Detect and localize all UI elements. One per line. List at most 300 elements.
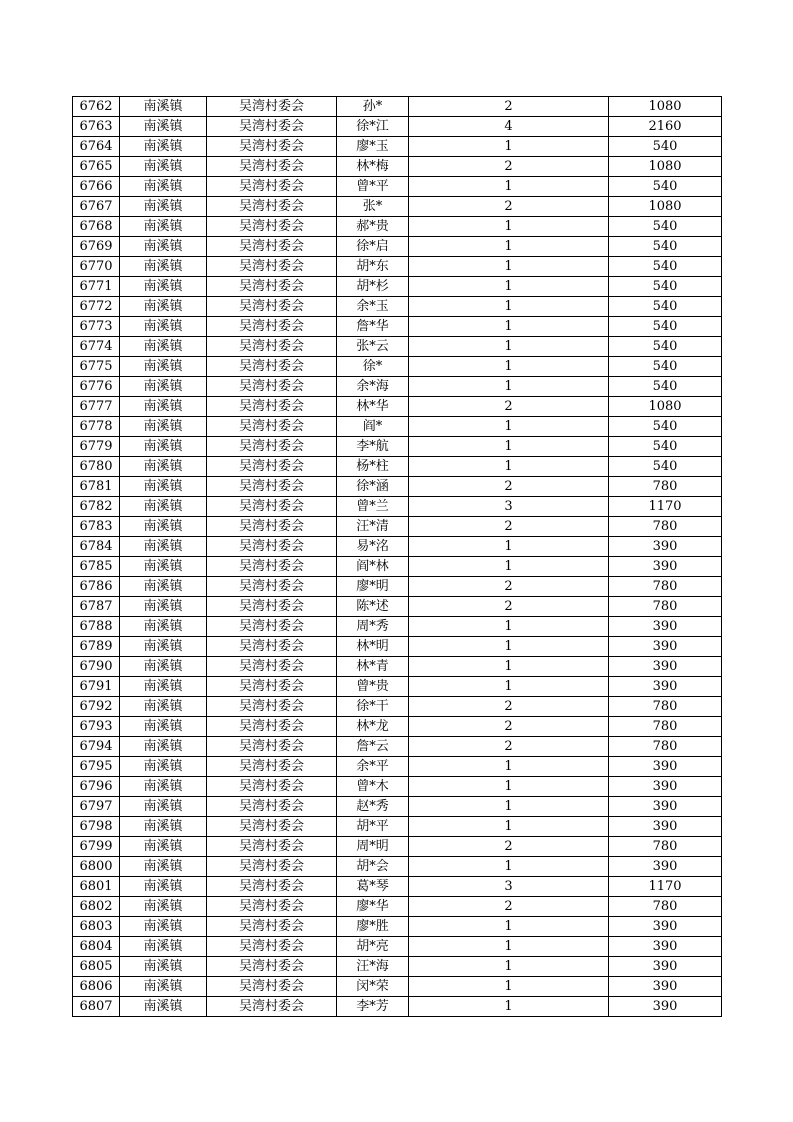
town-cell: 南溪镇 [120,97,207,117]
row-number-cell: 6798 [73,817,120,837]
table-row [73,697,722,717]
name-cell: 葛*琴 [337,877,409,897]
table-row [73,437,722,457]
row-number-cell: 6772 [73,297,120,317]
count-cell: 2 [409,397,609,417]
amount-cell: 390 [609,997,722,1017]
town-cell: 南溪镇 [120,237,207,257]
amount-cell: 780 [609,517,722,537]
town-cell: 南溪镇 [120,457,207,477]
count-cell: 1 [409,957,609,977]
table-row [73,297,722,317]
town-cell: 南溪镇 [120,617,207,637]
row-number-cell: 6796 [73,777,120,797]
row-number-cell: 6800 [73,857,120,877]
village-committee-cell: 吴湾村委会 [207,377,337,397]
town-cell: 南溪镇 [120,757,207,777]
name-cell: 廖*明 [337,577,409,597]
town-cell: 南溪镇 [120,797,207,817]
count-cell: 1 [409,537,609,557]
count-cell: 1 [409,857,609,877]
name-cell: 李*航 [337,437,409,457]
village-committee-cell: 吴湾村委会 [207,657,337,677]
amount-cell: 780 [609,697,722,717]
name-cell: 胡*东 [337,257,409,277]
count-cell: 1 [409,457,609,477]
village-committee-cell: 吴湾村委会 [207,157,337,177]
count-cell: 1 [409,377,609,397]
town-cell: 南溪镇 [120,397,207,417]
table-row [73,897,722,917]
count-cell: 1 [409,677,609,697]
village-committee-cell: 吴湾村委会 [207,257,337,277]
town-cell: 南溪镇 [120,877,207,897]
village-committee-cell: 吴湾村委会 [207,177,337,197]
table-row [73,757,722,777]
table-row [73,377,722,397]
table-row [73,937,722,957]
town-cell: 南溪镇 [120,577,207,597]
row-number-cell: 6799 [73,837,120,857]
village-committee-cell: 吴湾村委会 [207,317,337,337]
village-committee-cell: 吴湾村委会 [207,857,337,877]
village-committee-cell: 吴湾村委会 [207,197,337,217]
amount-cell: 780 [609,577,722,597]
town-cell: 南溪镇 [120,637,207,657]
row-number-cell: 6785 [73,557,120,577]
town-cell: 南溪镇 [120,177,207,197]
table-row [73,117,722,137]
table-row [73,257,722,277]
table-row [73,217,722,237]
table-row [73,857,722,877]
count-cell: 1 [409,357,609,377]
amount-cell: 540 [609,437,722,457]
row-number-cell: 6779 [73,437,120,457]
row-number-cell: 6786 [73,577,120,597]
count-cell: 1 [409,757,609,777]
village-committee-cell: 吴湾村委会 [207,397,337,417]
village-committee-cell: 吴湾村委会 [207,297,337,317]
name-cell: 曾*平 [337,177,409,197]
amount-cell: 780 [609,897,722,917]
village-committee-cell: 吴湾村委会 [207,237,337,257]
row-number-cell: 6787 [73,597,120,617]
table-row [73,97,722,117]
name-cell: 陈*述 [337,597,409,617]
name-cell: 徐*干 [337,697,409,717]
count-cell: 1 [409,617,609,637]
town-cell: 南溪镇 [120,277,207,297]
table-row [73,497,722,517]
name-cell: 詹*云 [337,737,409,757]
name-cell: 汪*清 [337,517,409,537]
count-cell: 3 [409,877,609,897]
name-cell: 余*平 [337,757,409,777]
row-number-cell: 6778 [73,417,120,437]
town-cell: 南溪镇 [120,677,207,697]
amount-cell: 780 [609,837,722,857]
town-cell: 南溪镇 [120,317,207,337]
town-cell: 南溪镇 [120,477,207,497]
table-body [73,97,722,1017]
count-cell: 1 [409,977,609,997]
table-row [73,957,722,977]
count-cell: 2 [409,517,609,537]
amount-cell: 780 [609,717,722,737]
row-number-cell: 6797 [73,797,120,817]
row-number-cell: 6793 [73,717,120,737]
village-committee-cell: 吴湾村委会 [207,637,337,657]
name-cell: 杨*柱 [337,457,409,477]
table-row [73,317,722,337]
amount-cell: 780 [609,737,722,757]
row-number-cell: 6791 [73,677,120,697]
name-cell: 李*芳 [337,997,409,1017]
row-number-cell: 6769 [73,237,120,257]
count-cell: 1 [409,337,609,357]
town-cell: 南溪镇 [120,897,207,917]
town-cell: 南溪镇 [120,417,207,437]
row-number-cell: 6803 [73,917,120,937]
amount-cell: 390 [609,557,722,577]
count-cell: 1 [409,137,609,157]
table-row [73,517,722,537]
count-cell: 1 [409,417,609,437]
table-row [73,817,722,837]
name-cell: 张* [337,197,409,217]
table-row [73,997,722,1017]
amount-cell: 540 [609,457,722,477]
amount-cell: 540 [609,357,722,377]
name-cell: 曾*贵 [337,677,409,697]
row-number-cell: 6780 [73,457,120,477]
row-number-cell: 6788 [73,617,120,637]
town-cell: 南溪镇 [120,657,207,677]
amount-cell: 390 [609,797,722,817]
amount-cell: 540 [609,237,722,257]
row-number-cell: 6804 [73,937,120,957]
town-cell: 南溪镇 [120,257,207,277]
name-cell: 廖*华 [337,897,409,917]
name-cell: 林*青 [337,657,409,677]
table-row [73,637,722,657]
table-row [73,417,722,437]
row-number-cell: 6782 [73,497,120,517]
table-row [73,477,722,497]
row-number-cell: 6806 [73,977,120,997]
village-committee-cell: 吴湾村委会 [207,977,337,997]
row-number-cell: 6773 [73,317,120,337]
table-row [73,177,722,197]
name-cell: 闵*荣 [337,977,409,997]
name-cell: 阎*林 [337,557,409,577]
count-cell: 3 [409,497,609,517]
amount-cell: 540 [609,337,722,357]
amount-cell: 390 [609,657,722,677]
row-number-cell: 6763 [73,117,120,137]
table-row [73,277,722,297]
town-cell: 南溪镇 [120,437,207,457]
amount-cell: 780 [609,477,722,497]
amount-cell: 540 [609,177,722,197]
town-cell: 南溪镇 [120,697,207,717]
count-cell: 2 [409,157,609,177]
amount-cell: 1080 [609,97,722,117]
row-number-cell: 6776 [73,377,120,397]
table-row [73,917,722,937]
town-cell: 南溪镇 [120,377,207,397]
town-cell: 南溪镇 [120,517,207,537]
amount-cell: 390 [609,817,722,837]
village-committee-cell: 吴湾村委会 [207,537,337,557]
name-cell: 周*秀 [337,617,409,637]
town-cell: 南溪镇 [120,557,207,577]
table-row [73,577,722,597]
town-cell: 南溪镇 [120,777,207,797]
table-row [73,557,722,577]
row-number-cell: 6766 [73,177,120,197]
name-cell: 张*云 [337,337,409,357]
table-row [73,137,722,157]
table-row [73,797,722,817]
count-cell: 2 [409,717,609,737]
village-committee-cell: 吴湾村委会 [207,117,337,137]
village-committee-cell: 吴湾村委会 [207,97,337,117]
town-cell: 南溪镇 [120,957,207,977]
village-committee-cell: 吴湾村委会 [207,957,337,977]
village-committee-cell: 吴湾村委会 [207,577,337,597]
count-cell: 1 [409,657,609,677]
village-committee-cell: 吴湾村委会 [207,617,337,637]
table-row [73,237,722,257]
name-cell: 徐*涵 [337,477,409,497]
town-cell: 南溪镇 [120,817,207,837]
table-row [73,337,722,357]
amount-cell: 390 [609,537,722,557]
amount-cell: 1170 [609,877,722,897]
table-row [73,837,722,857]
name-cell: 徐* [337,357,409,377]
name-cell: 廖*胜 [337,917,409,937]
table-row [73,677,722,697]
town-cell: 南溪镇 [120,117,207,137]
count-cell: 2 [409,577,609,597]
row-number-cell: 6792 [73,697,120,717]
name-cell: 胡*杉 [337,277,409,297]
amount-cell: 1080 [609,397,722,417]
table-row [73,717,722,737]
name-cell: 胡*会 [337,857,409,877]
count-cell: 2 [409,597,609,617]
count-cell: 2 [409,737,609,757]
name-cell: 周*明 [337,837,409,857]
village-committee-cell: 吴湾村委会 [207,357,337,377]
town-cell: 南溪镇 [120,137,207,157]
name-cell: 林*龙 [337,717,409,737]
row-number-cell: 6781 [73,477,120,497]
village-committee-cell: 吴湾村委会 [207,597,337,617]
name-cell: 林*梅 [337,157,409,177]
village-committee-cell: 吴湾村委会 [207,777,337,797]
village-committee-cell: 吴湾村委会 [207,697,337,717]
village-committee-cell: 吴湾村委会 [207,677,337,697]
table-row [73,537,722,557]
amount-cell: 390 [609,857,722,877]
row-number-cell: 6795 [73,757,120,777]
count-cell: 1 [409,637,609,657]
row-number-cell: 6807 [73,997,120,1017]
row-number-cell: 6768 [73,217,120,237]
row-number-cell: 6784 [73,537,120,557]
village-committee-cell: 吴湾村委会 [207,477,337,497]
village-committee-cell: 吴湾村委会 [207,897,337,917]
count-cell: 1 [409,777,609,797]
name-cell: 詹*华 [337,317,409,337]
village-committee-cell: 吴湾村委会 [207,337,337,357]
name-cell: 林*华 [337,397,409,417]
town-cell: 南溪镇 [120,297,207,317]
name-cell: 林*明 [337,637,409,657]
village-committee-cell: 吴湾村委会 [207,817,337,837]
name-cell: 曾*木 [337,777,409,797]
count-cell: 1 [409,217,609,237]
town-cell: 南溪镇 [120,197,207,217]
town-cell: 南溪镇 [120,977,207,997]
town-cell: 南溪镇 [120,937,207,957]
village-committee-cell: 吴湾村委会 [207,417,337,437]
name-cell: 汪*海 [337,957,409,977]
name-cell: 阎* [337,417,409,437]
count-cell: 2 [409,197,609,217]
village-committee-cell: 吴湾村委会 [207,757,337,777]
name-cell: 郝*贵 [337,217,409,237]
village-committee-cell: 吴湾村委会 [207,997,337,1017]
row-number-cell: 6802 [73,897,120,917]
row-number-cell: 6771 [73,277,120,297]
name-cell: 孙* [337,97,409,117]
amount-cell: 540 [609,297,722,317]
town-cell: 南溪镇 [120,737,207,757]
name-cell: 徐*江 [337,117,409,137]
amount-cell: 540 [609,417,722,437]
name-cell: 易*洺 [337,537,409,557]
count-cell: 1 [409,437,609,457]
count-cell: 1 [409,817,609,837]
table-row [73,357,722,377]
row-number-cell: 6770 [73,257,120,277]
town-cell: 南溪镇 [120,857,207,877]
town-cell: 南溪镇 [120,497,207,517]
town-cell: 南溪镇 [120,157,207,177]
count-cell: 2 [409,897,609,917]
table-row [73,617,722,637]
town-cell: 南溪镇 [120,537,207,557]
count-cell: 2 [409,477,609,497]
amount-cell: 540 [609,217,722,237]
amount-cell: 2160 [609,117,722,137]
count-cell: 1 [409,317,609,337]
amount-cell: 540 [609,277,722,297]
amount-cell: 540 [609,137,722,157]
count-cell: 1 [409,997,609,1017]
table-row [73,597,722,617]
count-cell: 4 [409,117,609,137]
amount-cell: 1080 [609,197,722,217]
count-cell: 2 [409,837,609,857]
village-committee-cell: 吴湾村委会 [207,737,337,757]
name-cell: 胡*亮 [337,937,409,957]
row-number-cell: 6775 [73,357,120,377]
count-cell: 1 [409,297,609,317]
town-cell: 南溪镇 [120,337,207,357]
table-row [73,157,722,177]
count-cell: 1 [409,937,609,957]
village-committee-cell: 吴湾村委会 [207,217,337,237]
name-cell: 赵*秀 [337,797,409,817]
name-cell: 徐*启 [337,237,409,257]
name-cell: 曾*兰 [337,497,409,517]
count-cell: 1 [409,237,609,257]
table-row [73,977,722,997]
table-row [73,197,722,217]
row-number-cell: 6774 [73,337,120,357]
table-row [73,777,722,797]
amount-cell: 1170 [609,497,722,517]
table-row [73,457,722,477]
row-number-cell: 6762 [73,97,120,117]
town-cell: 南溪镇 [120,997,207,1017]
row-number-cell: 6801 [73,877,120,897]
row-number-cell: 6794 [73,737,120,757]
village-committee-cell: 吴湾村委会 [207,517,337,537]
row-number-cell: 6783 [73,517,120,537]
amount-cell: 780 [609,597,722,617]
amount-cell: 390 [609,677,722,697]
count-cell: 1 [409,257,609,277]
town-cell: 南溪镇 [120,597,207,617]
amount-cell: 390 [609,937,722,957]
name-cell: 余*玉 [337,297,409,317]
village-committee-cell: 吴湾村委会 [207,837,337,857]
village-committee-cell: 吴湾村委会 [207,877,337,897]
row-number-cell: 6805 [73,957,120,977]
count-cell: 1 [409,797,609,817]
amount-cell: 390 [609,757,722,777]
amount-cell: 540 [609,257,722,277]
count-cell: 1 [409,177,609,197]
village-committee-cell: 吴湾村委会 [207,277,337,297]
table-row [73,877,722,897]
amount-cell: 540 [609,317,722,337]
village-committee-cell: 吴湾村委会 [207,437,337,457]
row-number-cell: 6790 [73,657,120,677]
amount-cell: 390 [609,637,722,657]
row-number-cell: 6767 [73,197,120,217]
name-cell: 廖*玉 [337,137,409,157]
amount-cell: 390 [609,977,722,997]
village-committee-cell: 吴湾村委会 [207,797,337,817]
town-cell: 南溪镇 [120,717,207,737]
town-cell: 南溪镇 [120,357,207,377]
count-cell: 2 [409,697,609,717]
village-committee-cell: 吴湾村委会 [207,937,337,957]
row-number-cell: 6777 [73,397,120,417]
table-row [73,657,722,677]
village-committee-cell: 吴湾村委会 [207,917,337,937]
row-number-cell: 6764 [73,137,120,157]
row-number-cell: 6789 [73,637,120,657]
